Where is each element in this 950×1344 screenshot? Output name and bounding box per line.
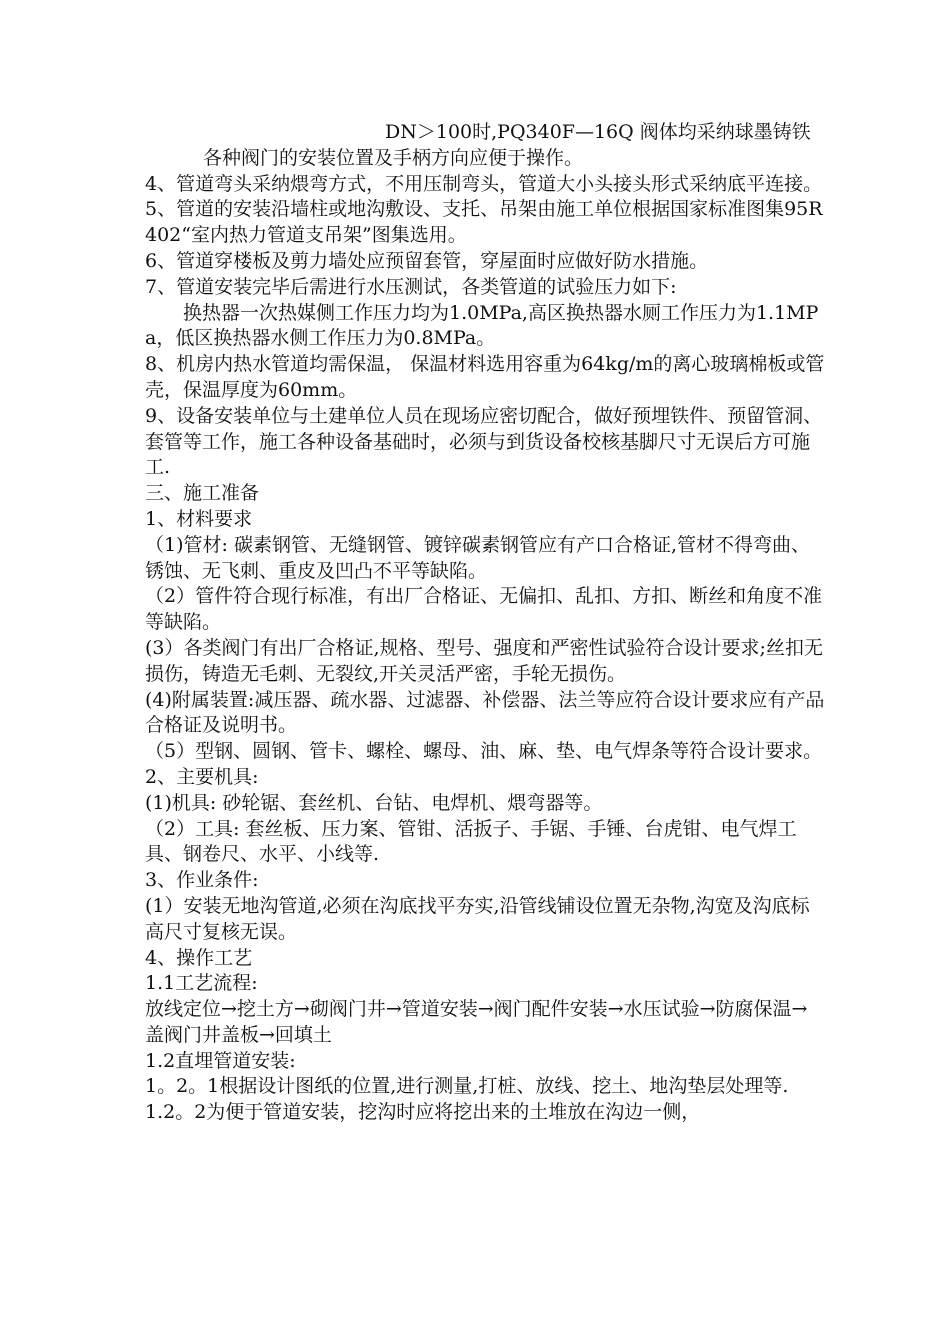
paragraph-material-1: （1)管材: 碳素钢管、无缝钢管、镀锌碳素钢管应有产口合格证,管材不得弯曲、锈蚀、无飞刺、重皮及凹凸不平等缺陷。: [145, 533, 810, 582]
paragraph-direct-buried-2: 1.2。2为便于管道安装，挖沟时应将挖出来的土堆放在沟边一侧，: [145, 1101, 701, 1124]
paragraph-item-8: 8、机房内热水管道均需保温， 保温材料选用容重为64kg/m的离心玻璃棉板或管壳，保温厚度为60mm。: [145, 353, 825, 401]
subheading-process-flow: 1.1工艺流程:: [145, 972, 258, 995]
subheading-work-conditions: 3、作业条件:: [145, 869, 259, 892]
paragraph-tools-2: （2）工具: 套丝板、压力案、管钳、活扳子、手锯、手锤、台虎钳、电气焊工具、钢卷尺、水平、小线等.: [145, 817, 797, 866]
paragraph-material-3: (3）各类阀门有出厂合格证,规格、型号、强度和严密性试验符合设计要求;丝扣无损伤，铸造无毛刺、无裂纹,开关灵活严密，手轮无损伤。: [145, 636, 823, 685]
paragraph-material-4: (4)附属装置:减压器、疏水器、过滤器、补偿器、法兰等应符合设计要求应有产品合格证及说明书。: [145, 688, 825, 737]
paragraph-direct-buried-1: 1。2。1根据设计图纸的位置,进行测量,打桩、放线、挖土、地沟垫层处理等.: [145, 1075, 789, 1098]
subheading-main-tools: 2、主要机具:: [145, 765, 259, 788]
paragraph-item-4: 4、管道弯头采纳煨弯方式，不用压制弯头，管道大小头接头形式采纳底平连接。: [145, 172, 823, 195]
paragraph-process-flow: 放线定位→挖土方→砌阀门井→管道安装→阀门配件安装→水压试验→防腐保温→盖阀门井盖板→回填土: [145, 998, 808, 1046]
paragraph-material-2: （2）管件符合现行标准，有出厂合格证、无偏扣、乱扣、方扣、断丝和角度不准等缺陷。: [145, 585, 823, 634]
paragraph-valve-position: 各种阀门的安装位置及手柄方向应便于操作。: [203, 146, 584, 169]
subheading-direct-buried-pipe: 1.2直埋管道安装:: [145, 1049, 296, 1072]
paragraph-item-7: 7、管道安装完毕后需进行水压测试，各类管道的试验压力如下:: [145, 275, 677, 298]
document-body: [145, 120, 825, 1126]
paragraph-item-9: 9、设备安装单位与土建单位人员在现场应密切配合，做好预埋铁件、预留管洞、套管等工作，施工各种设备基础时，必须与到货设备校核基脚尺寸无误后方可施工.: [145, 404, 823, 479]
paragraph-material-5: （5）型钢、圆钢、管卡、螺栓、螺母、油、麻、垫、电气焊条等符合设计要求。: [145, 740, 823, 763]
paragraph-valve-material: DN＞100时,PQ340F—16Q 阀体均采纳球墨铸铁: [385, 121, 811, 143]
paragraph-tools-1: (1)机具: 砂轮锯、套丝机、台钻、电焊机、煨弯器等。: [145, 791, 603, 814]
paragraph-work-condition-1: (1）安装无地沟管道,必须在沟底找平夯实,沿管线铺设位置无杂物,沟宽及沟底标高尺寸复核无误。: [145, 894, 810, 943]
section-heading-preparation: 三、施工准备: [145, 482, 260, 505]
paragraph-item-5: 5、管道的安装沿墙柱或地沟敷设、支托、吊架由施工单位根据国家标准图集95R402“室内热力管道支吊架”图集选用。: [145, 198, 823, 247]
paragraph-pressure: 换热器一次热媒侧工作压力均为1.0MPa,高区换热器水厕工作压力为1.1MPa，低区换热器水侧工作压力为0.8MPa。: [145, 301, 819, 350]
paragraph-item-6: 6、管道穿楼板及剪力墙处应预留套管，穿屋面时应做好防水措施。: [145, 249, 709, 272]
subheading-material-requirements: 1、材料要求: [145, 507, 253, 530]
subheading-operation-process: 4、操作工艺: [145, 946, 253, 969]
